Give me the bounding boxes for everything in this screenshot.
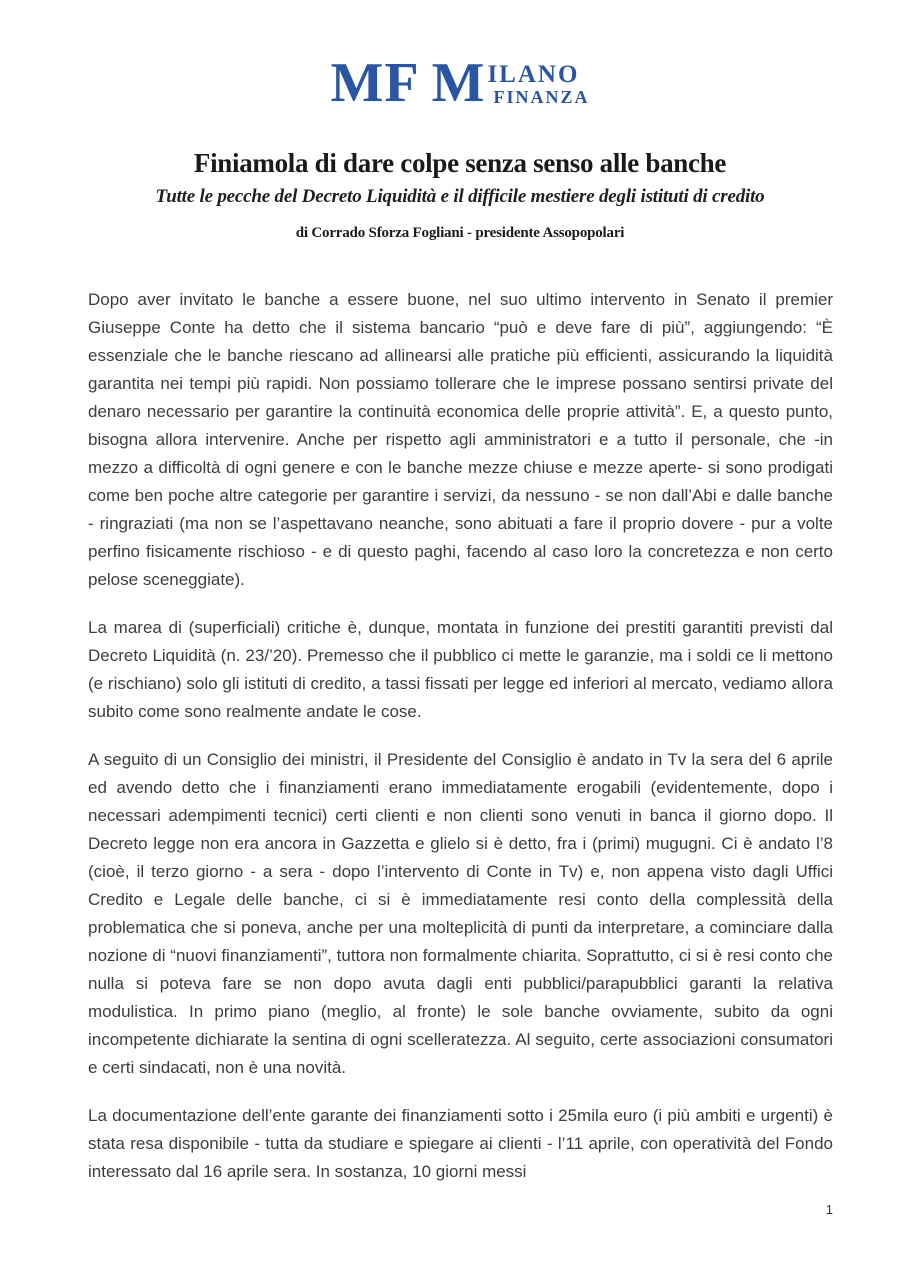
article-byline: di Corrado Sforza Fogliani - presidente Assopopolari (295, 225, 625, 241)
mf-milano-finanza-logo (0, 52, 920, 114)
article-body (88, 286, 833, 1186)
article-subtitle: Tutte le pecche del Decreto Liquidità e il difficile mestiere degli istituti di credito (155, 186, 765, 207)
article-paragraph-3: A seguito di un Consiglio dei ministri, il Presidente del Consiglio è andato in Tv la sera del 6 aprile ed avendo detto che i finanziamenti erano immediatamente erogabili (evidentemente, dopo i necessari adempimenti tecnici) certi clienti e non clienti sono venuti in banca il giorno dopo. Il Decreto legge non era ancora in Gazzetta e glielo si è detto, fra i (primi) mugugni. Ci è andato l’8 (cioè, il terzo giorno - a sera - dopo l’intervento di Conte in Tv) e, non appena visto dagli Uffici Credito e Legale delle banche, ci si è immediatamente resi conto della complessità della problematica che si poneva, anche per una molteplicità di punti da interpretare, a cominciare dalla nozione di “nuovi finanziamenti”, tuttora non formalmente chiarita. Soprattutto, ci si è resi conto che nulla si poteva fare se non dopo avuta dagli enti pubblici/parapubblici garanti la relativa modulistica. In primo piano (meglio, al fronte) le sole banche ovviamente, subito da ogni incompetente dichiarate la sentina di ogni scelleratezza. Al seguito, certe associazioni consumatori e certi sindacati, non è una novità. (88, 750, 833, 1077)
article-paragraph-2: La marea di (superficiali) critiche è, dunque, montata in funzione dei prestiti garantiti previsti dal Decreto Liquidità (n. 23/’20). Premesso che il pubblico ci mette le garanzie, ma i soldi ce li mettono (e rischiano) solo gli istituti di credito, a tassi fissati per legge ed inferiori al mercato, vediamo allora subito come sono realmente andate le cose. (88, 618, 833, 721)
logo-m-text: M (431, 52, 486, 114)
logo-mf-text: MF (330, 52, 420, 114)
article-title: Finiamola di dare colpe senza senso alle banche (193, 148, 727, 178)
logo-ilano-text: ILANO (487, 61, 580, 88)
article-paragraph-1: Dopo aver invitato le banche a essere buone, nel suo ultimo intervento in Senato il premier Giuseppe Conte ha detto che il sistema bancario “può e deve fare di più”, aggiungendo: “È essenziale che le banche riescano ad allinearsi alle pratiche più efficienti, assicurando la liquidità garantita nei tempi più rapidi. Non possiamo tollerare che le imprese possano sentirsi private del denaro necessario per garantire la continuità economica delle proprie attività”. E, a questo punto, bisogna allora intervenire. Anche per rispetto agli amministratori e a tutto il personale, che -in mezzo a difficoltà di ogni genere e con le banche mezze chiuse e mezze aperte- si sono prodigati come ben poche altre categorie per garantire i servizi, da nessuno - se non dall’Abi e dalle banche - ringraziati (ma non se l’aspettavano neanche, sono abituati a fare il proprio dovere - pur a volte perfino fisicamente rischioso - e di questo paghi, facendo al caso loro la concretezza e non certo pelose sceneggiate). (88, 290, 833, 589)
logo-finanza-text: FINANZA (493, 87, 590, 107)
logo-stack (487, 62, 589, 106)
article-paragraph-4: La documentazione dell’ente garante dei finanziamenti sotto i 25mila euro (i più ambiti e urgenti) è stata resa disponibile - tutta da studiare e spiegare ai clienti - l’11 aprile, con operatività del Fondo interessato dal 16 aprile sera. In sostanza, 10 giorni messi (88, 1106, 833, 1181)
page-number: 1 (825, 1202, 833, 1217)
